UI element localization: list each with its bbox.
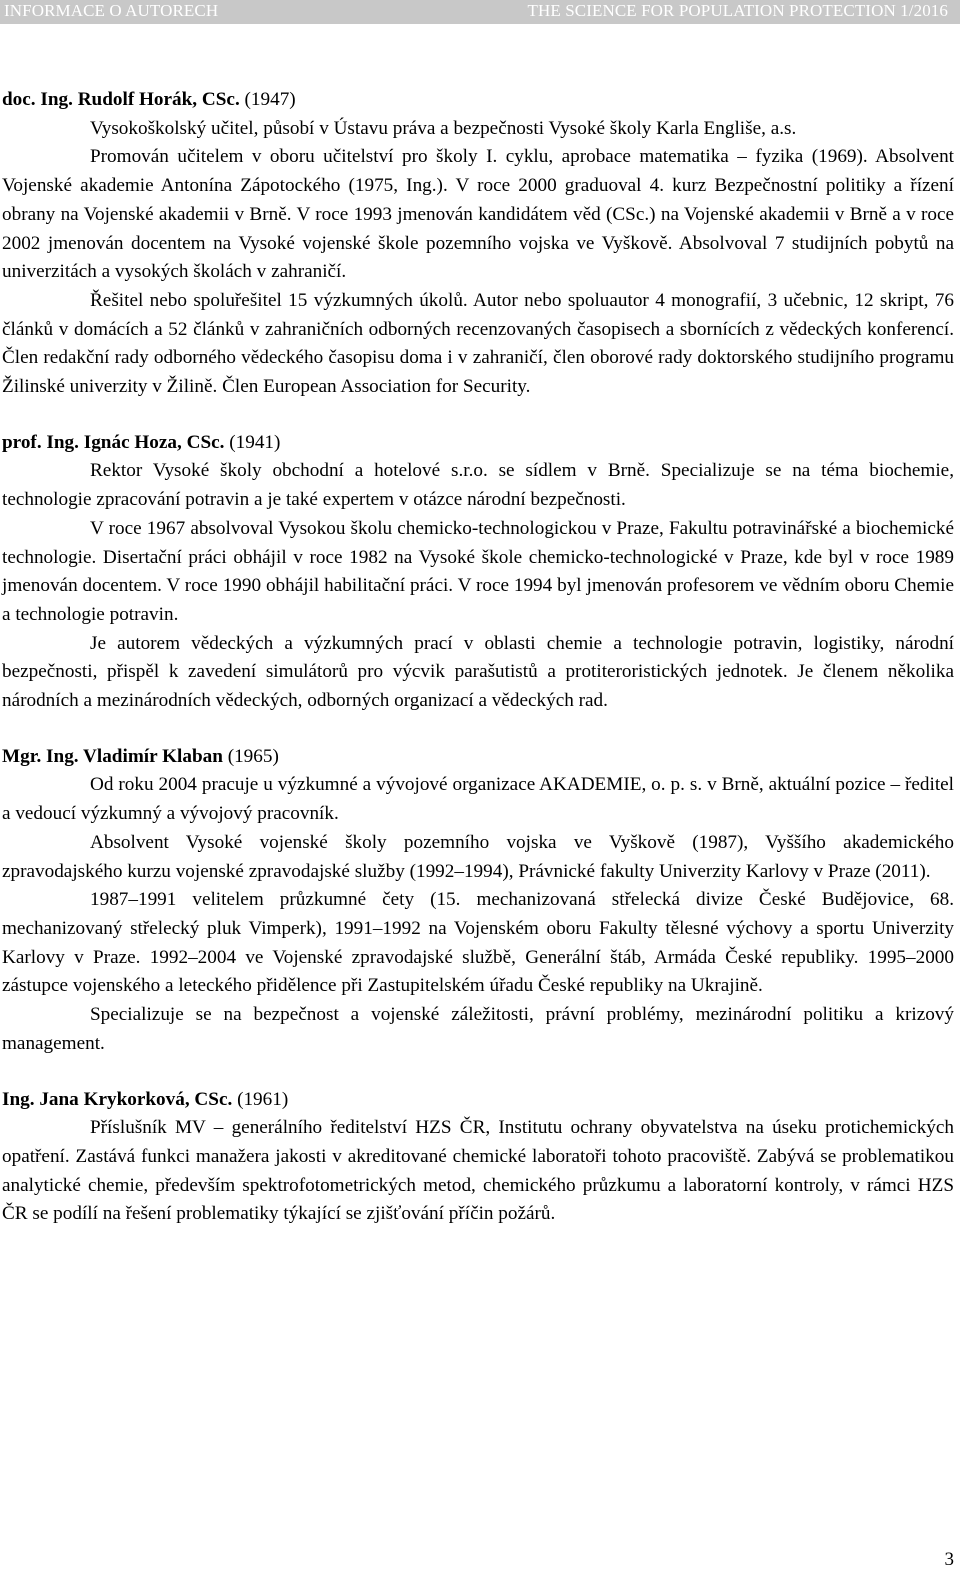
- author-paragraph: Rektor Vysoké školy obchodní a hotelové s.r.o. se sídlem v Brně. Specializuje se na téma biochemie, technologie zpracování potravin a je také expertem v otázce národní bezpečnosti.: [2, 460, 954, 511]
- author-paragraph: Vysokoškolský učitel, působí v Ústavu práva a bezpečnosti Vysoké školy Karla Engliše, a.s.: [90, 117, 797, 139]
- author-heading: [2, 1086, 954, 1115]
- author-name: Ing. Jana Krykorková, CSc.: [2, 1088, 233, 1110]
- author-entry: [2, 86, 954, 402]
- author-heading: [2, 429, 954, 458]
- author-name: prof. Ing. Ignác Hoza, CSc.: [2, 431, 225, 453]
- author-paragraph: 1987–1991 velitelem průzkumné čety (15. mechanizovaná střelecká divize České Budějovice, 68. mechanizovaný střelecký pluk Vimperk), 1991–1992 na Vojenském oboru Fakulty tělesné výchovy a sportu Univerzity Karlovy v Praze. 1992–2004 ve Vojenské zpravodajské službě, Generální štáb, Armáda České republiky. 1995–2000 zástupce vojenského a leteckého přidělence při Zastupitelském úřadu České republiky na Ukrajině.: [2, 889, 954, 997]
- author-entry: [2, 429, 954, 716]
- author-heading: [2, 86, 954, 115]
- author-heading: [2, 743, 954, 772]
- author-name: Mgr. Ing. Vladimír Klaban: [2, 745, 223, 767]
- author-paragraph: Je autorem vědeckých a výzkumných prací v oblasti chemie a technologie potravin, logistiky, národní bezpečnosti, přispěl k zavedení simulátorů pro výcvik parašutistů a protiteroristických jednotek. Je členem několika národních a mezinárodních vědeckých, odborných organizací a vědeckých rad.: [2, 632, 954, 712]
- running-header: [0, 0, 960, 24]
- author-paragraph: V roce 1967 absolvoval Vysokou školu chemicko-technologickou v Praze, Fakultu potravinářské a biochemické technologie. Disertační práci obhájil v roce 1982 na Vysoké škole chemicko-technologické v Praze, kde byl v roce 1989 jmenován docentem. V roce 1990 obhájil habilitační práci. V roce 1994 byl jmenován profesorem ve vědním oboru Chemie a technologie potravin.: [2, 517, 954, 625]
- author-birth-year: (1947): [239, 89, 296, 110]
- author-entry: [2, 1086, 954, 1230]
- author-paragraph: Specializuje se na bezpečnost a vojenské záležitosti, právní problémy, mezinárodní politiku a krizový management.: [2, 1004, 954, 1054]
- header-journal-title: THE SCIENCE FOR POPULATION PROTECTION 1/2016: [527, 1, 948, 20]
- author-paragraph: Promován učitelem v oboru učitelství pro školy I. cyklu, aprobace matematika – fyzika (1969). Absolvent Vojenské akademie Antonína Zápotockého (1975, Ing.). V roce 2000 graduoval 4. kurz Bezpečnostní politiky a řízení obrany na Vojenské akademii v Brně. V roce 1993 jmenován kandidátem věd (CSc.) na Vojenské akademii v Brně a v roce 2002 jmenován docentem na Vysoké vojenské škole pozemního vojska ve Vyškově. Absolvoval 7 studijních pobytů na univerzitách a vysokých školách v zahraničí.: [2, 146, 954, 283]
- author-birth-year: (1965): [222, 745, 279, 767]
- author-paragraph: Příslušník MV – generálního ředitelství HZS ČR, Institutu ochrany obyvatelstva na úseku protichemických opatření. Zastává funkci manažera jakosti v akreditované chemické laboratoři tohoto pracoviště. Zabývá se problematikou analytické chemie, především spektrofotometrických metod, chemického průzkumu a laboratorní kontroly, v rámci HZS ČR se podílí na řešení problematiky týkající se zjišťování příčin požárů.: [2, 1117, 954, 1225]
- author-entry: [2, 743, 954, 1059]
- author-paragraph: Absolvent Vysoké vojenské školy pozemního vojska ve Vyškově (1987), Vyššího akademického zpravodajského kurzu vojenské zpravodajské služby (1992–1994), Právnické fakulty Univerzity Karlovy v Praze (2011).: [2, 831, 954, 882]
- author-birth-year: (1941): [224, 431, 281, 453]
- author-birth-year: (1961): [232, 1088, 289, 1110]
- author-list: [2, 86, 954, 1256]
- header-section-title: INFORMACE O AUTORECH: [4, 1, 219, 20]
- author-name: doc. Ing. Rudolf Horák, CSc.: [2, 89, 240, 110]
- author-paragraph: Řešitel nebo spoluřešitel 15 výzkumných úkolů. Autor nebo spoluautor 4 monografií, 3 učebnic, 12 skript, 76 článků v domácích a 52 článků v zahraničních odborných recenzovaných časopisech a sbornících z vědeckých konferencí. Člen redakční rady odborného vědeckého časopisu doma i v zahraničí, člen oborové rady doktorského studijního programu Žilinské univerzity v Žilině. Člen European Association for Security.: [2, 289, 954, 398]
- author-paragraph: Od roku 2004 pracuje u výzkumné a vývojové organizace AKADEMIE, o. p. s. v Brně, aktuální pozice – ředitel a vedoucí výzkumný a vývojový pracovník.: [2, 774, 954, 825]
- page-number: 3: [944, 1549, 954, 1570]
